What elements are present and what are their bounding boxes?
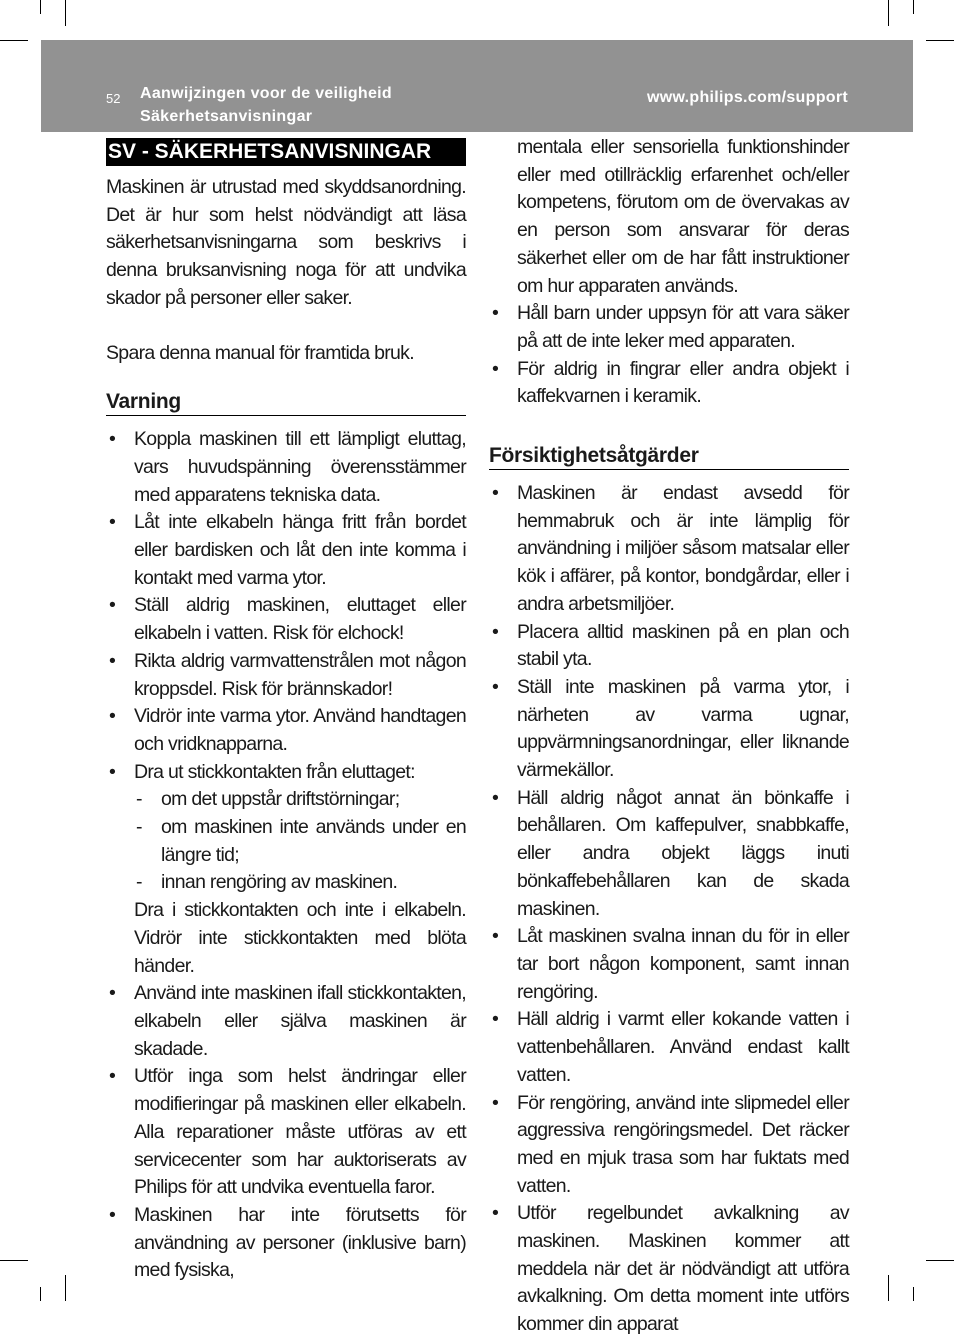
crop-mark — [0, 40, 28, 41]
list-item-continuation — [489, 134, 849, 300]
list-item: • För aldrig in fingrar eller andra objekt i kaffekvarnen i keramik. — [489, 356, 849, 411]
list-item: • Använd inte maskinen ifall stickkontakten, elkabeln eller själva maskinen är skadade. — [106, 980, 466, 1063]
unplug-intro: Dra ut stickkontakten från eluttaget: — [134, 760, 415, 783]
header-title — [140, 82, 392, 128]
crop-mark — [40, 0, 41, 14]
list-item: • Häll aldrig i varmt eller kokande vatten i vattenbehållaren. Använd endast kallt vatten. — [489, 1006, 849, 1089]
crop-mark — [65, 1275, 66, 1301]
crop-mark — [926, 1260, 954, 1261]
precautions-list — [489, 480, 849, 1339]
list-item: - om det uppstår driftstörningar; — [134, 786, 466, 814]
keep-manual-note: Spara denna manual för framtida bruk. — [106, 341, 414, 364]
list-item: • Låt maskinen svalna innan du för in eller tar bort någon komponent, samt innan rengöring. — [489, 923, 849, 1006]
warning-list-continued — [489, 134, 849, 300]
list-item: • Vidrör inte varma ytor. Använd handtagen och vridknapparna. — [106, 703, 466, 758]
crop-mark — [926, 40, 954, 41]
list-item: • Placera alltid maskinen på en plan och stabil yta. — [489, 619, 849, 674]
list-item: • Utför inga som helst ändringar eller modifieringar på maskinen eller elkabeln. Alla reparationer måste utföras av ett servicecenter som har auktoriserats av Philips för att undvika eventuella faror. — [106, 1063, 466, 1202]
crop-mark — [888, 0, 889, 26]
header-title-line: Säkerhetsanvisningar — [140, 108, 313, 125]
unplug-case-list — [134, 786, 466, 897]
crop-mark — [65, 0, 66, 26]
list-item: • Koppla maskinen till ett lämpligt eluttag, vars huvudspänning överensstämmer med apparatens tekniska data. — [106, 426, 466, 509]
list-item: • För rengöring, använd inte slipmedel eller aggressiva rengöringsmedel. Det räcker med en mjuk trasa som har fuktats med vatten. — [489, 1090, 849, 1201]
list-item — [106, 759, 466, 981]
header-title-line: Aanwijzingen voor de veiligheid — [140, 85, 393, 102]
crop-mark — [913, 0, 914, 14]
list-item: • Maskinen är endast avsedd för hemmabruk och är inte lämplig för användning i miljöer såsom matsalar eller kök i affärer, på kontor, bondgårdar, eller i andra arbetsmiljöer. — [489, 480, 849, 619]
left-column — [106, 138, 466, 1285]
list-item: • Låt inte elkabeln hänga fritt från bordet eller bardisken och låt den inte komma i kontakt med varma ytor. — [106, 509, 466, 592]
section-title: SV - SÄKERHETSANVISNINGAR — [106, 138, 466, 166]
list-item: • Maskinen har inte förutsetts för användning av personer (inklusive barn) med fysiska, — [106, 1202, 466, 1285]
precautions-heading: Försiktighetsåtgärder — [489, 443, 849, 470]
right-column — [489, 134, 849, 1339]
list-item: - om maskinen inte används under en längre tid; — [134, 814, 466, 869]
crop-mark — [0, 1260, 28, 1261]
warning-list — [106, 426, 466, 1285]
crop-mark — [913, 1287, 914, 1301]
warning-list-end — [489, 300, 849, 411]
list-item: • Utför regelbundet avkalkning av maskinen. Maskinen kommer att meddela när det är nödvändigt att utföra avkalkning. Om detta moment inte utförs kommer din apparat — [489, 1200, 849, 1339]
intro-paragraph: Maskinen är utrustad med skyddsanordning. Det är hur som helst nödvändigt att läsa säkerhetsanvisningarna som beskrivs i denna bruksanvisning noga för att undvika skador på personer eller saker. — [106, 176, 466, 309]
list-item: • Häll aldrig något annat än bönkaffe i behållaren. Om kaffepulver, snabbkaffe, eller andra objekt läggs inuti bönkaffebehållaren kan de skada maskinen. — [489, 785, 849, 924]
list-item: • Rikta aldrig varmvattenstrålen mot någon kroppsdel. Risk för brännskador! — [106, 648, 466, 703]
list-item: • Ställ inte maskinen på varma ytor, i närheten av varma ugnar, uppvärmningsanordningar, eller liknande värmekällor. — [489, 674, 849, 785]
list-item: - innan rengöring av maskinen. — [134, 869, 466, 897]
page-number: 52 — [106, 91, 121, 106]
crop-mark — [40, 1287, 41, 1301]
unplug-note: Dra i stickkontakten och inte i elkabeln. Vidrör inte stickkontakten med blöta händer. — [134, 899, 466, 977]
support-url[interactable]: www.philips.com/support — [647, 89, 848, 106]
list-item: • Ställ aldrig maskinen, eluttaget eller elkabeln i vatten. Risk för elchock! — [106, 592, 466, 647]
crop-mark — [888, 1275, 889, 1301]
continued-text: mentala eller sensoriella funktionshinder eller med otillräcklig erfarenhet och/eller kompetens, förutom om de övervakas av en person som ansvarar för deras säkerhet eller om de har fått instruktioner om hur apparaten används. — [517, 136, 849, 297]
list-item: • Håll barn under uppsyn för att vara säker på att de inte leker med apparaten. — [489, 300, 849, 355]
warning-heading: Varning — [106, 389, 466, 416]
